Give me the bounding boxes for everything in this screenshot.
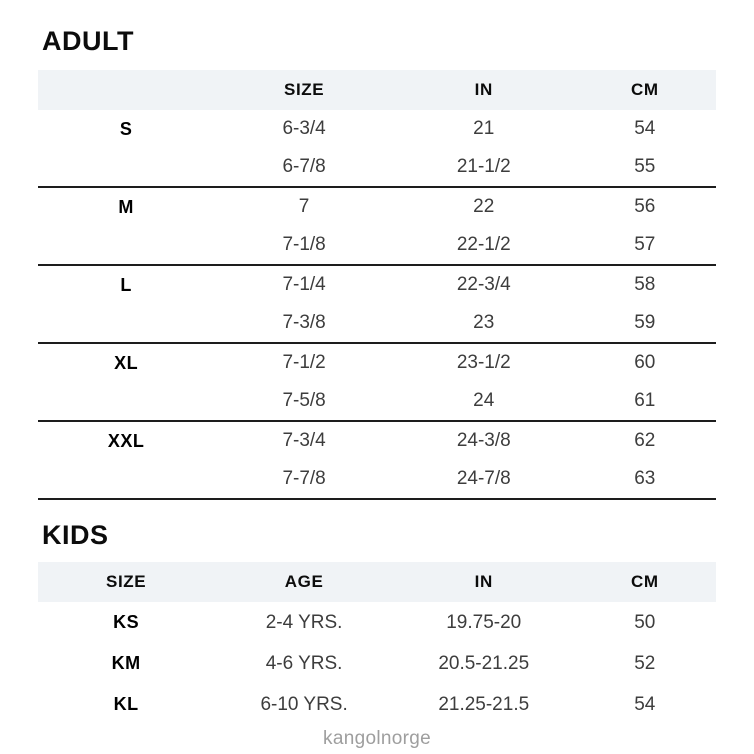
inches-cell: 24 (394, 382, 574, 421)
size-label-cell (38, 460, 214, 499)
column-header-cm: CM (574, 562, 716, 602)
hat-size-cell: 7-3/8 (214, 304, 394, 343)
cm-cell: 60 (634, 352, 656, 373)
cm-cell: 62 (634, 430, 656, 451)
cm-cell: 52 (634, 652, 656, 674)
age-cell: 4-6 YRS. (265, 652, 343, 674)
table-row (38, 110, 716, 148)
hat-size-cell: 7-1/8 (214, 226, 394, 265)
cm-cell: 55 (574, 148, 716, 187)
size-label-cell (38, 148, 214, 187)
inches-cell: 20.5-21.25 (438, 652, 530, 674)
adult-header-row (38, 70, 716, 110)
adult-size-table (38, 70, 716, 500)
inches-cell: 23-1/2 (456, 352, 511, 373)
inches-cell: 22-1/2 (394, 226, 574, 265)
size-label-cell: L (120, 274, 132, 295)
column-header-blank (38, 70, 214, 110)
inches-cell: 21 (473, 118, 495, 139)
age-cell: 6-10 YRS. (260, 693, 348, 715)
inches-cell: 24-7/8 (394, 460, 574, 499)
inches-cell: 23 (394, 304, 574, 343)
column-header-in: IN (394, 562, 574, 602)
table-row (38, 304, 716, 343)
table-row (38, 187, 716, 226)
table-row (38, 421, 716, 460)
kids-header-row (38, 562, 716, 602)
cm-cell: 57 (574, 226, 716, 265)
table-row (38, 148, 716, 187)
cm-cell: 50 (634, 611, 656, 633)
inches-cell: 21-1/2 (394, 148, 574, 187)
hat-size-cell: 6-3/4 (282, 118, 326, 139)
cm-cell: 56 (634, 196, 656, 217)
size-label-cell (38, 226, 214, 265)
table-row (38, 460, 716, 499)
size-label-cell: M (118, 196, 134, 217)
cm-cell: 63 (574, 460, 716, 499)
column-header-size: SIZE (214, 70, 394, 110)
hat-size-cell: 7-5/8 (214, 382, 394, 421)
table-row (38, 602, 716, 643)
size-label-cell: KL (113, 694, 139, 714)
size-label-cell: S (119, 118, 133, 139)
inches-cell: 22-3/4 (456, 274, 511, 295)
hat-size-cell: 7-3/4 (282, 430, 326, 451)
cm-cell: 61 (574, 382, 716, 421)
table-row (38, 226, 716, 265)
column-header-cm: CM (574, 70, 716, 110)
size-label-cell: XXL (107, 430, 145, 451)
inches-cell: 21.25-21.5 (438, 693, 530, 715)
hat-size-cell: 7 (298, 196, 310, 217)
cm-cell: 54 (634, 693, 656, 715)
size-label-cell (38, 382, 214, 421)
table-row (38, 684, 716, 725)
table-row (38, 343, 716, 382)
cm-cell: 58 (634, 274, 656, 295)
inches-cell: 19.75-20 (446, 611, 522, 633)
hat-size-cell: 7-7/8 (214, 460, 394, 499)
watermark-text: kangolnorge (323, 728, 431, 749)
hat-size-cell: 6-7/8 (214, 148, 394, 187)
hat-size-cell: 7-1/2 (282, 352, 326, 373)
cm-cell: 59 (574, 304, 716, 343)
size-label-cell: KS (113, 612, 140, 632)
inches-cell: 22 (473, 196, 495, 217)
kids-size-table (38, 562, 716, 725)
kids-section-title: KIDS (42, 520, 109, 550)
size-label-cell (38, 304, 214, 343)
table-row (38, 265, 716, 304)
cm-cell: 54 (634, 118, 656, 139)
inches-cell: 24-3/8 (456, 430, 511, 451)
age-cell: 2-4 YRS. (265, 611, 343, 633)
hat-size-cell: 7-1/4 (282, 274, 326, 295)
table-row (38, 643, 716, 684)
table-row (38, 382, 716, 421)
adult-section-title: ADULT (42, 26, 134, 56)
column-header-age: AGE (214, 562, 394, 602)
size-label-cell: KM (111, 653, 141, 673)
column-header-size: SIZE (38, 562, 214, 602)
column-header-in: IN (394, 70, 574, 110)
size-label-cell: XL (114, 352, 139, 373)
